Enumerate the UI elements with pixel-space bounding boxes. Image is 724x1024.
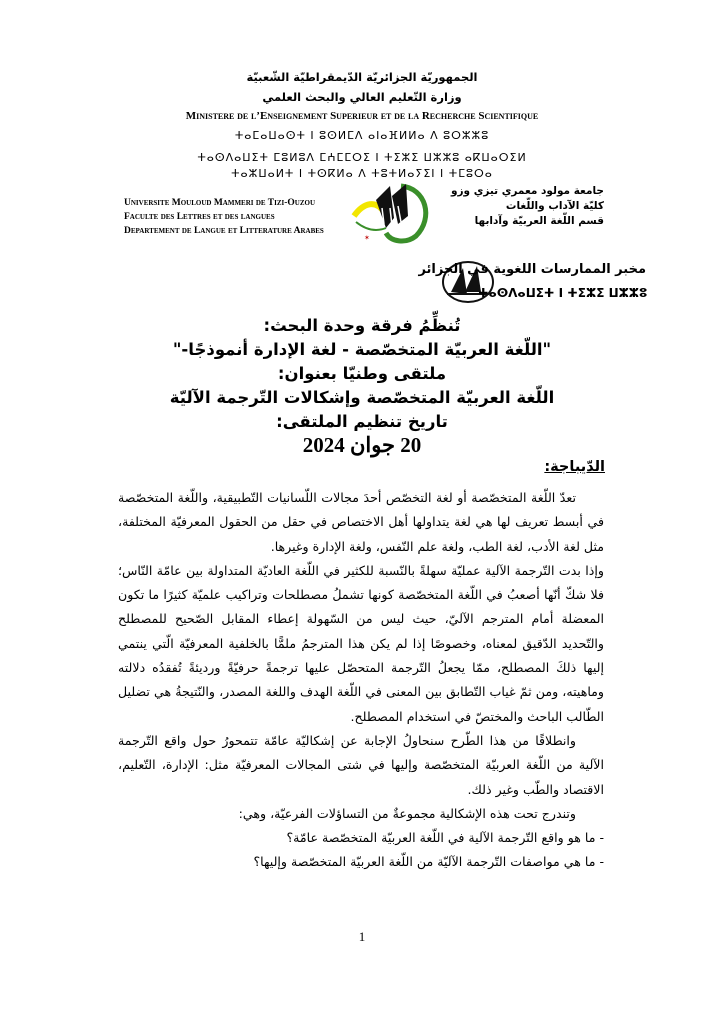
preamble-body (118, 486, 604, 875)
conference-date: 20 جوان 2024 (302, 433, 422, 457)
question-1: - ما هو واقع التّرجمة الآلية في اللّغة العربيّة المتخصّصة عامّة؟ (286, 830, 604, 846)
page-number: 1 (358, 929, 366, 944)
university-name-ar: جامعة مولود معمري تيزي وزو (450, 185, 604, 197)
republic-title: الجمهوريّة الجزائريّة الدّيمقراطيّة الشّعبيّة (246, 70, 478, 84)
university-name-fr: Universite Mouloud Mammeri de Tizi-Ouzou (124, 198, 316, 208)
department-name-fr: Departement de Langue et Litterature Arabes (124, 226, 324, 236)
announcement-line-5: تاريخ تنظيم الملتقى: (276, 412, 448, 431)
announcement-line-1: تُنظِّمُ فرقة وحدة البحث: (263, 316, 461, 335)
ministry-arabic: وزارة التّعليم العالي والبحث العلمي (262, 90, 462, 104)
tifinagh-line-2: ⵜⴰⵙⴷⴰⵡⵉⵜ ⵎⵓⵍⵓⴷ ⵎⵄⵎⵎⵔⵉ ⵏ ⵜⵉⵣⵉ ⵡⵣⵣⵓ ⴰⴽⵡⴰⵔⵉⵍ (197, 151, 527, 164)
university-logo (346, 178, 436, 248)
university-arabic-block (451, 184, 604, 229)
announcement-line-2: "اللّغة العربيّة المتخصّصة - لغة الإدارة أنموذجًا-" (172, 340, 552, 359)
conference-title: اللّغة العربيّة المتخصّصة وإشكالات التّرجمة الآليّة (169, 388, 555, 407)
faculty-name-ar: كليّة الآداب واللّغات (505, 200, 604, 212)
preamble-paragraph-4: وتندرج تحت هذه الإشكالية مجموعةٌ من التساؤلات الفرعيّة، وهي: (238, 805, 576, 821)
lab-name: مخبر الممارسات اللغوية في الجزائر (418, 262, 646, 277)
tifinagh-line-1: ⵜⴰⵎⴰⵡⴰⵙⵜ ⵏ ⵓⵙⵍⵎⴷ ⴰⵏⴰⴼⵍⵍⴰ ⴷ ⵓⵔⵣⵣⵓ (234, 129, 490, 142)
svg-text:✶: ✶ (364, 234, 370, 242)
lab-tifinagh: ⵜⴰⵙⴷⴰⵡⵉⵜ ⵏ ⵜⵉⵣⵉ ⵡⵣⵣⵓ (478, 286, 648, 300)
department-name-ar: قسم اللّغة العربيّة وآدابها (474, 215, 604, 227)
tifinagh-line-3: ⵜⴰⵣⵡⴰⵍⵜ ⵏ ⵜⵙⴽⵍⴰ ⴷ ⵜⵓⵜⵍⴰⵢⵉⵏ ⵏ ⵜⵎⵓⵔⴰ (231, 167, 493, 180)
preamble-paragraph-3: وانطلاقًا من هذا الطّرح سنحاولُ الإجابة عن إشكاليّة عامّة تتمحورُ حول واقع التّرجمة الآلية من اللّغة العربيّة المتخصّصة وإليها في شتى المجالات المعرفيّة مثل: الإدارة، التّعليم، الاقتصاد والطّب وغير ذلك. (118, 732, 604, 797)
university-french-block (124, 196, 324, 238)
faculty-name-fr: Faculte des Lettres et des langues (124, 212, 275, 222)
preamble-paragraph-2: وإذا بدت التّرجمة الآلية عمليّة سهلةً بالنّسبة للكثير في اللّغة العاديّة المتداولة بين عامّة النّاس؛ فلا شكّ أنّها أصعبُ في اللّغة المتخصّصة كونها تشملُ مصطلحات وتراكيب علميّة كثيرًا ما تكون المعضلة أمام المترجم الآليّ، حيث ليس من السّهولة إعطاء المقابل الصّحيح للمصطلح والتّحديد الدّقيق لمعناه، وخصوصًا إذا لم يكن هذا المترجمُ ملمًّا بالخلفية المعرفيّة الّتي ينتمي إليها ذلكَ المصطلح، ممّا يجعلُ التّرجمة المتحصّل عليها ترجمةً حرفيّةً ورديئةً تُفقدُه دلالته وماهيته، ومن ثمّ غياب التّطابق بين المعنى في اللّغة الهدف واللغة المصدر، والنّتيجةُ هي تضليل الطّالب الباحث والمختصّ في استخدام المصطلح. (118, 562, 604, 724)
preamble-paragraph-1: تعدّ اللّغة المتخصّصة أو لغة التخصّص أحدَ مجالات اللّسانيات التّطبيقية، واللّغة المتخصّصة في أبسط تعريف لها هي لغة يتداولها أهل الاختصاص في حقل من الحقول المعرفيّة المختلفة، مثل لغة الأدب، لغة الطب، ولغة علم النّفس، ولغة الإدارة وغيرها. (118, 490, 604, 554)
ministry-french: Ministere de l’Enseignement Superieur et de la Recherche Scientifique (185, 110, 539, 122)
preamble-heading: الدّيباجة: (544, 459, 605, 475)
question-2: - ما هي مواصفات التّرجمة الآليّة من اللّغة العربيّة المتخصّصة وإليها؟ (253, 854, 604, 870)
announcement-line-3: ملتقى وطنيّا بعنوان: (277, 364, 447, 383)
